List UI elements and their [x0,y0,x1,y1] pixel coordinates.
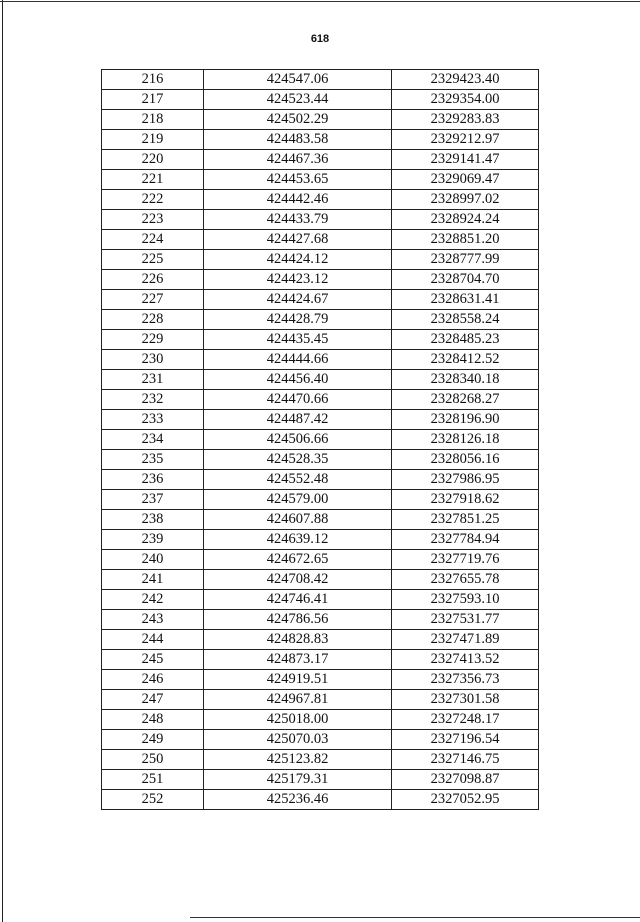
y-coordinate-cell: 2327471.89 [392,630,539,650]
table-row [102,90,539,110]
table-row [102,270,539,290]
table-row [102,610,539,630]
table-row [102,450,539,470]
x-coordinate-cell: 425123.82 [204,750,392,770]
table-row [102,750,539,770]
page-number: 618 [310,33,330,45]
x-coordinate-cell: 424873.17 [204,650,392,670]
x-coordinate-cell: 424483.58 [204,130,392,150]
y-coordinate-cell: 2327531.77 [392,610,539,630]
table-row [102,390,539,410]
point-number-cell: 248 [102,710,204,730]
point-number-cell: 240 [102,550,204,570]
table-row [102,350,539,370]
table-row [102,590,539,610]
x-coordinate-cell: 424442.46 [204,190,392,210]
point-number-cell: 231 [102,370,204,390]
table-row [102,550,539,570]
table-row [102,250,539,270]
y-coordinate-cell: 2328056.16 [392,450,539,470]
x-coordinate-cell: 424967.81 [204,690,392,710]
x-coordinate-cell: 424919.51 [204,670,392,690]
x-coordinate-cell: 424456.40 [204,370,392,390]
y-coordinate-cell: 2329141.47 [392,150,539,170]
table-row [102,470,539,490]
table-row [102,370,539,390]
x-coordinate-cell: 425236.46 [204,790,392,810]
y-coordinate-cell: 2327301.58 [392,690,539,710]
x-coordinate-cell: 424708.42 [204,570,392,590]
point-number-cell: 224 [102,230,204,250]
y-coordinate-cell: 2329354.00 [392,90,539,110]
point-number-cell: 238 [102,510,204,530]
y-coordinate-cell: 2327413.52 [392,650,539,670]
table-row [102,510,539,530]
y-coordinate-cell: 2328997.02 [392,190,539,210]
y-coordinate-cell: 2329212.97 [392,130,539,150]
table-row [102,210,539,230]
table-row [102,430,539,450]
scan-edge-left [2,0,3,922]
x-coordinate-cell: 424552.48 [204,470,392,490]
point-number-cell: 220 [102,150,204,170]
table-row [102,670,539,690]
table-row [102,410,539,430]
y-coordinate-cell: 2327719.76 [392,550,539,570]
coordinates-table-body [102,70,539,810]
x-coordinate-cell: 424547.06 [204,70,392,90]
point-number-cell: 236 [102,470,204,490]
x-coordinate-cell: 424428.79 [204,310,392,330]
y-coordinate-cell: 2328558.24 [392,310,539,330]
table-row [102,710,539,730]
table-row [102,630,539,650]
y-coordinate-cell: 2327918.62 [392,490,539,510]
table-row [102,290,539,310]
x-coordinate-cell: 424487.42 [204,410,392,430]
table-row [102,730,539,750]
x-coordinate-cell: 424453.65 [204,170,392,190]
y-coordinate-cell: 2327052.95 [392,790,539,810]
table-row [102,330,539,350]
x-coordinate-cell: 424467.36 [204,150,392,170]
x-coordinate-cell: 424435.45 [204,330,392,350]
table-row [102,110,539,130]
x-coordinate-cell: 424427.68 [204,230,392,250]
point-number-cell: 251 [102,770,204,790]
y-coordinate-cell: 2328268.27 [392,390,539,410]
x-coordinate-cell: 424424.67 [204,290,392,310]
point-number-cell: 227 [102,290,204,310]
point-number-cell: 244 [102,630,204,650]
y-coordinate-cell: 2327146.75 [392,750,539,770]
point-number-cell: 239 [102,530,204,550]
x-coordinate-cell: 424786.56 [204,610,392,630]
point-number-cell: 237 [102,490,204,510]
x-coordinate-cell: 424423.12 [204,270,392,290]
y-coordinate-cell: 2327784.94 [392,530,539,550]
table-row [102,130,539,150]
coordinates-table [101,69,539,810]
y-coordinate-cell: 2328485.23 [392,330,539,350]
x-coordinate-cell: 424470.66 [204,390,392,410]
x-coordinate-cell: 424433.79 [204,210,392,230]
y-coordinate-cell: 2327655.78 [392,570,539,590]
x-coordinate-cell: 424607.88 [204,510,392,530]
y-coordinate-cell: 2327593.10 [392,590,539,610]
y-coordinate-cell: 2327196.54 [392,730,539,750]
x-coordinate-cell: 424639.12 [204,530,392,550]
point-number-cell: 225 [102,250,204,270]
y-coordinate-cell: 2328126.18 [392,430,539,450]
table-row [102,790,539,810]
table-row [102,530,539,550]
x-coordinate-cell: 424506.66 [204,430,392,450]
y-coordinate-cell: 2327851.25 [392,510,539,530]
point-number-cell: 234 [102,430,204,450]
point-number-cell: 241 [102,570,204,590]
table-row [102,170,539,190]
y-coordinate-cell: 2328851.20 [392,230,539,250]
table-row [102,230,539,250]
x-coordinate-cell: 425179.31 [204,770,392,790]
point-number-cell: 218 [102,110,204,130]
y-coordinate-cell: 2327986.95 [392,470,539,490]
x-coordinate-cell: 424424.12 [204,250,392,270]
point-number-cell: 246 [102,670,204,690]
point-number-cell: 217 [102,90,204,110]
x-coordinate-cell: 424502.29 [204,110,392,130]
x-coordinate-cell: 424528.35 [204,450,392,470]
point-number-cell: 230 [102,350,204,370]
point-number-cell: 222 [102,190,204,210]
x-coordinate-cell: 424746.41 [204,590,392,610]
point-number-cell: 243 [102,610,204,630]
y-coordinate-cell: 2328704.70 [392,270,539,290]
table-row [102,570,539,590]
x-coordinate-cell: 424828.83 [204,630,392,650]
table-row [102,310,539,330]
x-coordinate-cell: 425070.03 [204,730,392,750]
point-number-cell: 249 [102,730,204,750]
scan-edge-top [0,1,640,2]
x-coordinate-cell: 424579.00 [204,490,392,510]
y-coordinate-cell: 2328340.18 [392,370,539,390]
point-number-cell: 252 [102,790,204,810]
point-number-cell: 247 [102,690,204,710]
y-coordinate-cell: 2328924.24 [392,210,539,230]
point-number-cell: 223 [102,210,204,230]
table-row [102,490,539,510]
point-number-cell: 229 [102,330,204,350]
table-row [102,770,539,790]
y-coordinate-cell: 2328777.99 [392,250,539,270]
y-coordinate-cell: 2329283.83 [392,110,539,130]
x-coordinate-cell: 424523.44 [204,90,392,110]
point-number-cell: 216 [102,70,204,90]
point-number-cell: 219 [102,130,204,150]
point-number-cell: 221 [102,170,204,190]
table-row [102,150,539,170]
y-coordinate-cell: 2327248.17 [392,710,539,730]
y-coordinate-cell: 2328196.90 [392,410,539,430]
scan-edge-bottom [190,917,640,918]
y-coordinate-cell: 2329423.40 [392,70,539,90]
x-coordinate-cell: 424672.65 [204,550,392,570]
point-number-cell: 250 [102,750,204,770]
table-row [102,690,539,710]
point-number-cell: 245 [102,650,204,670]
y-coordinate-cell: 2327356.73 [392,670,539,690]
table-row [102,650,539,670]
point-number-cell: 235 [102,450,204,470]
x-coordinate-cell: 425018.00 [204,710,392,730]
y-coordinate-cell: 2329069.47 [392,170,539,190]
table-row [102,190,539,210]
point-number-cell: 232 [102,390,204,410]
table-row [102,70,539,90]
x-coordinate-cell: 424444.66 [204,350,392,370]
point-number-cell: 242 [102,590,204,610]
y-coordinate-cell: 2328412.52 [392,350,539,370]
y-coordinate-cell: 2327098.87 [392,770,539,790]
point-number-cell: 233 [102,410,204,430]
y-coordinate-cell: 2328631.41 [392,290,539,310]
point-number-cell: 228 [102,310,204,330]
point-number-cell: 226 [102,270,204,290]
